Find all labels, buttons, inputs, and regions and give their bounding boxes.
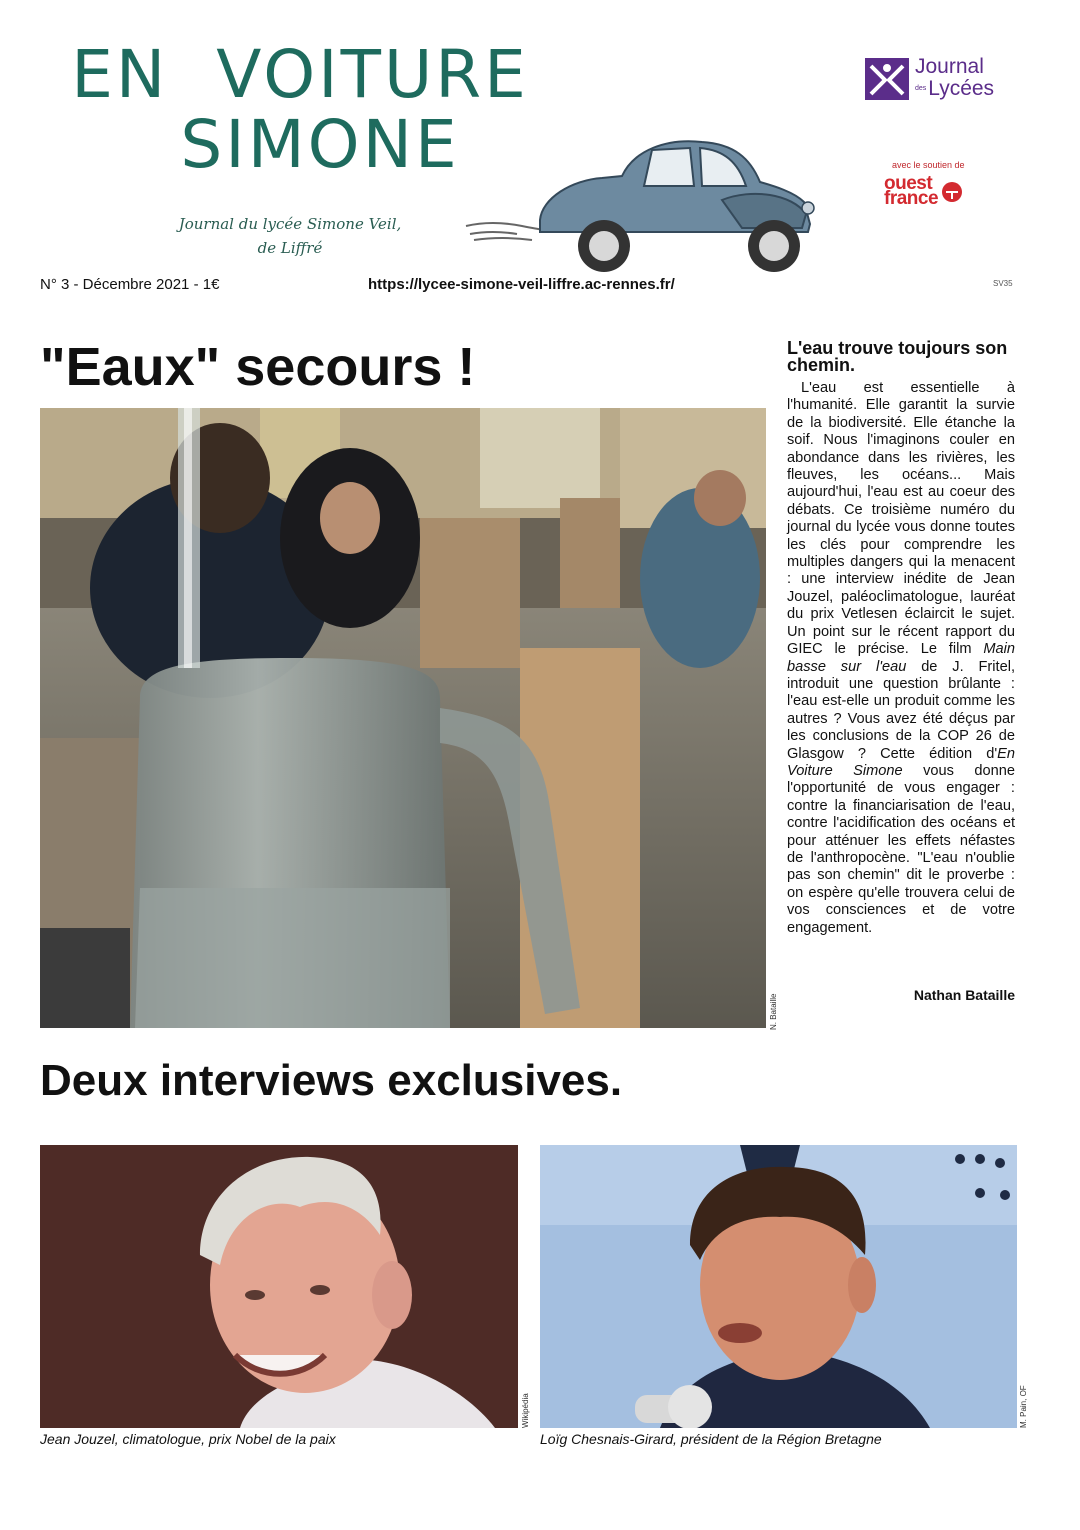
ouest-france-emblem-icon — [941, 181, 963, 203]
caption-loig-chesnais-girard: Loïg Chesnais-Girard, président de la Région Bretagne — [540, 1431, 882, 1447]
car-headlight — [802, 202, 814, 214]
jdl-line2-wrap — [915, 78, 994, 100]
main-photo-credit: N. Bataille — [769, 993, 778, 1030]
citroen-2cv-illustration — [462, 128, 842, 278]
editorial-film-title: Main basse sur l'eau — [787, 641, 1015, 675]
masthead-subtitle — [130, 212, 450, 260]
masthead-subtitle-line1: Journal du lycée Simone Veil, — [178, 215, 402, 233]
car-rear-hubcap — [589, 231, 619, 261]
loig-chesnais-girard-photo — [540, 1145, 1017, 1428]
masthead-subtitle-line2: de Liffré — [257, 239, 323, 257]
caption-jean-jouzel: Jean Jouzel, climatologue, prix Nobel de la paix — [40, 1431, 336, 1447]
ouest-france-line1: ouest — [884, 173, 933, 194]
cafeteria-water-jug-photo — [40, 408, 766, 1028]
car-front-window — [644, 148, 694, 186]
issue-info: N° 3 - Décembre 2021 - 1€ — [40, 276, 220, 293]
editorial-title: L'eau trouve toujours son chemin. — [787, 338, 1008, 375]
jdl-line1: Journal — [915, 55, 984, 78]
editorial-journal-name: En Voiture Simone — [787, 745, 1015, 779]
masthead-title-line2: SIMONE — [180, 106, 460, 183]
website-link[interactable]: https://lycee-simone-veil-liffre.ac-rennes.fr/ — [368, 276, 675, 293]
jean-jouzel-photo — [40, 1145, 518, 1428]
main-headline: "Eaux" secours ! — [40, 337, 476, 397]
editorial-text-1: L'eau est essentielle à l'humanité. Elle garantit la survie de la biodiversité. Elle étanche la soif. Nous l'imaginons couler en abondance dans les rivières, les fleuves, les océans... Mais aujourd'hui, l'eau est au coeur des débats. Ce troisième numéro du journal du lycée vous donne toutes les clés pour comprendre les multiples dangers qui la menacent : une interview inédite de Jean Jouzel, paléoclimatologue, lauréat du prix Vetlesen éclaircit le sujet. Un point sur le récent rapport du GIEC le précise. Le film — [787, 380, 1015, 658]
photo-b-credit: M. Pain, OF — [1019, 1385, 1028, 1428]
journal-des-lycees-text — [915, 56, 994, 100]
interviews-headline: Deux interviews exclusives. — [40, 1056, 623, 1105]
support-text: avec le soutien de — [892, 160, 965, 170]
photo-a-credit: Wikipédia — [521, 1393, 530, 1428]
editorial-text-2: de J. Fritel, introduit une question brûlante : l'eau est-elle un produit comme les autres ? Vous avez été déçus par les conclusions de la COP 26 de Glasgow ? Cette édition d' — [787, 658, 1015, 762]
masthead-title-line1: EN VOITURE — [71, 36, 529, 113]
ouest-france-logo — [884, 173, 984, 216]
editorial-author: Nathan Bataille — [913, 987, 1015, 1003]
ouest-france-line2: france — [884, 188, 939, 209]
edition-code: SV35 — [993, 279, 1013, 288]
jdl-line2: Lycées — [928, 77, 995, 100]
exhaust-smoke — [466, 223, 545, 240]
ouest-france-line2-wrap — [884, 188, 984, 209]
editorial-body — [787, 380, 1015, 937]
editorial-text-3: vous donne l'opportunité de vous engager : contre la financiarisation de l'eau, contre l'acidification des océans et pour atténuer les effets néfastes de l'anthropocène. "L'eau n'oublie pas son chemin" dit le proverbe : on espère qu'elle trouvera celui de vos consciences et de votre engagement. — [787, 762, 1015, 936]
car-front-hubcap — [759, 231, 789, 261]
jdl-des: des — [915, 85, 927, 93]
